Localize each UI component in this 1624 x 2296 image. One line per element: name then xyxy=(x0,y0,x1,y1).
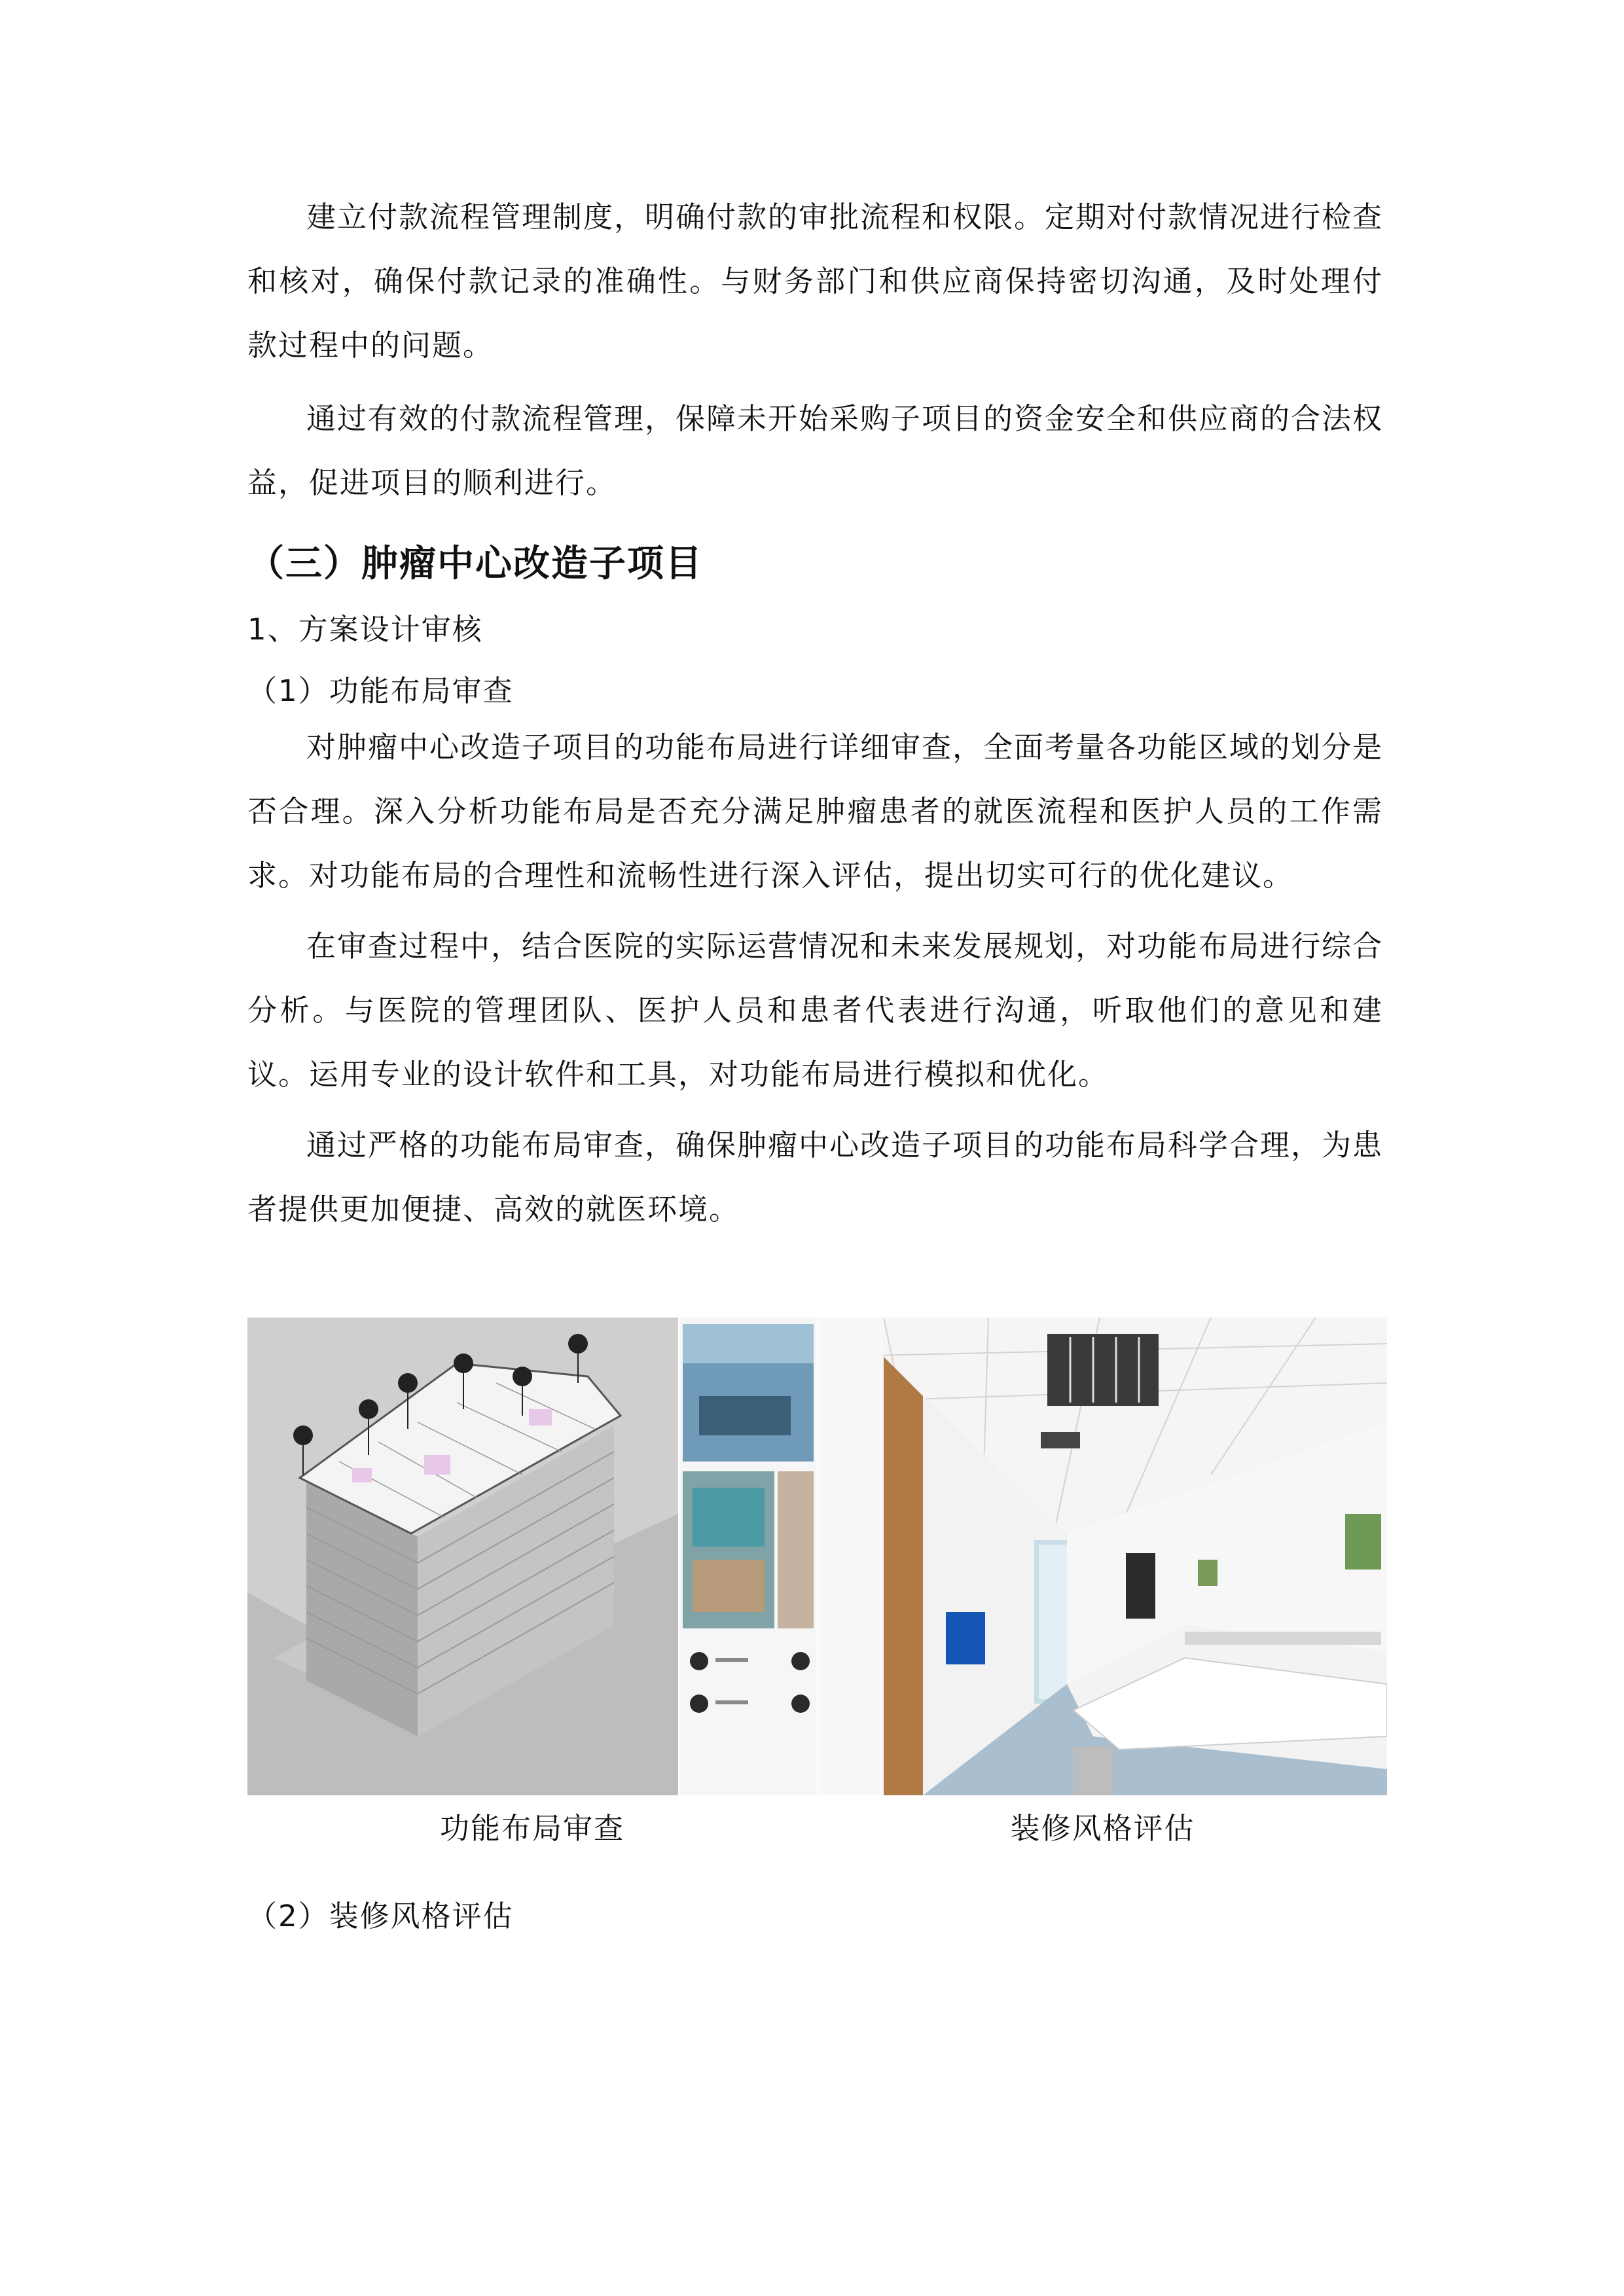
paragraph-layout-review: 对肿瘤中心改造子项目的功能布局进行详细审查，全面考量各功能区域的划分是否合理。深入分析功能布局是否充分满足肿瘤患者的就医流程和医护人员的工作需求。对功能布局的合理性和流畅性进行深入评估，提出切实可行的优化建议。 xyxy=(247,730,1384,893)
subheading-layout-review: （1）功能布局审查 xyxy=(247,673,514,708)
interior-photo-collage xyxy=(679,1318,817,1795)
subheading-decoration-review: （2）装修风格评估 xyxy=(247,1899,514,1933)
top-paragraphs xyxy=(247,185,1383,515)
subheading-plan-review: 1、方案设计审核 xyxy=(247,612,483,647)
paragraph-layout-analysis: 在审查过程中，结合医院的实际运营情况和未来发展规划，对功能布局进行综合分析。与医院的管理团队、医护人员和患者代表进行沟通，听取他们的意见和建议。运用专业的设计软件和工具，对功能布局进行模拟和优化。 xyxy=(247,929,1384,1092)
section-block xyxy=(247,538,1383,590)
decoration-style-illustration xyxy=(818,1318,1387,1795)
paragraph-payment-process: 建立付款流程管理制度，明确付款的审批流程和权限。定期对付款情况进行检查和核对，确保付款记录的准确性。与财务部门和供应商保持密切沟通，及时处理付款过程中的问题。 xyxy=(247,200,1384,363)
paragraph-payment-summary: 通过有效的付款流程管理，保障未开始采购子项目的资金安全和供应商的合法权益，促进项目的顺利进行。 xyxy=(247,401,1384,500)
layout-paragraphs xyxy=(247,715,1383,1242)
functional-layout-illustration xyxy=(247,1318,678,1795)
subheading-block xyxy=(247,603,1383,717)
subheading-block-2 xyxy=(247,1890,1383,1943)
paragraph-layout-summary: 通过严格的功能布局审查，确保肿瘤中心改造子项目的功能布局科学合理，为患者提供更加便捷、高效的就医环境。 xyxy=(247,1128,1384,1227)
figure-caption-decoration: 装修风格评估 xyxy=(1010,1811,1195,1846)
figure-caption-layout: 功能布局审查 xyxy=(439,1811,624,1846)
section-heading: （三）肿瘤中心改造子项目 xyxy=(247,543,703,585)
